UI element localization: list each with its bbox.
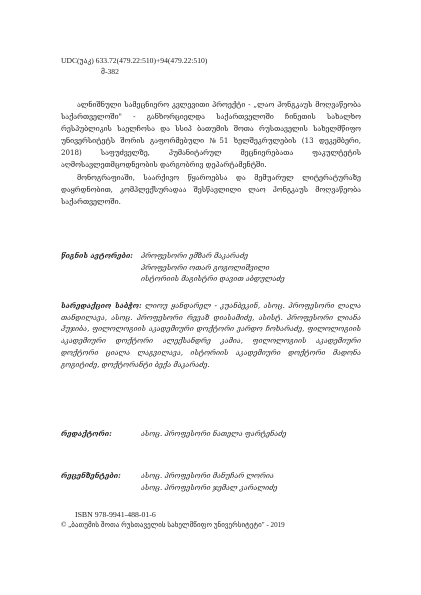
annotation [61, 99, 361, 208]
authors-list [141, 250, 285, 285]
authors-label: წიგნის ავტორები: [61, 251, 133, 260]
reviewer-name: ასოც. პროფესორი მანუჩარ ლორია [141, 471, 274, 480]
reviewer-name: ასოც. პროფესორი ჯემალ კარალიძე [141, 482, 278, 492]
reviewers-block [61, 470, 278, 492]
editor-block [61, 428, 287, 440]
reviewers-label: რეცენზენტები: [61, 471, 121, 480]
udc-code: UDC(უაკ) 633.72(479.22:510)+94(479.22:510) [61, 56, 208, 65]
udc-block [61, 55, 207, 77]
editorial-board-members: ლიოუ ყანდარელ - კუანბეკინ, ასოც. პროფესორი ლალა თანდილავა, ასოც. პროფესორი რევაზ დიასამიძე, ასისტ. პროფესორი ლიანა ჰუჯიბა, ფილოლოგიის აკადემიური დოქტორი ვარდო ჩოხარაძე, ფილოლოგიის აკადემიური დოქტორი ალექსანდრე კამია, ფილოლოგიის აკადემიური დოქტორი ციალა ლაგვილავა, ისტორიის აკადემიური დოქტორი მადონა გოგიტიძე, დოქტორანტი ბექა მაკარაძე. [61, 301, 361, 369]
author-name: პროფესორი ემზარ მაკარაძე [141, 251, 249, 260]
author-mark: მ-382 [101, 67, 119, 76]
authors-block [61, 250, 285, 284]
isbn: ISBN 978-9941-488-01-6 [75, 510, 156, 519]
editorial-board-label: სარედაქციო საბჭო: [61, 301, 142, 310]
author-name: პროფესორი ოთარ გოგოლიშვილი [141, 262, 270, 272]
annotation-paragraph-2: მონოგრაფიაში, საარქივო წყაროებსა და მემუარულ ლიტერატურაზე დაყრდნობით, კომპლექსურადაა შესწავლილი ლაო ჰონგკაუს მოღვაწეობა საქართველოში. [61, 172, 361, 206]
editor-name: ასოც. პროფესორი ნათელა ფარტენაძე [141, 429, 287, 438]
editor-label: რედაქტორი: [61, 429, 112, 438]
editor-list [141, 428, 286, 440]
author-name: ისტორიის მაგისტრი დავით აბდულაძე [141, 274, 285, 284]
editorial-board [61, 300, 361, 370]
copyright: © „ბათუმის შოთა რუსთაველის სახელმწიფო უნივერსიტეტი" - 2019 [61, 521, 285, 529]
reviewers-list [141, 470, 277, 493]
annotation-paragraph-1: ალნიშნული სამეცნიერო კვლევითი პროექტი - „ლაო ჰონგკაუს მოღვაწეობა საქართველოში" - განხორციელდა საქართველოში ჩინეთის სახალხო რესპუბლიკის საელჩოსა და სსიპ ბათუმის შოთა რუსთაველის სახელმწიფო უნივერსიტეტს შორის გაფორმებული №51 ხელშეკრულების (13 დეკემბერი, 2018) საფუძველზე, ჰუმანიტარულ მეცნიერებათა ფაკულტეტის აღმოსავლეთმცოდნეობის დარგობრივ დეპარტამენტში. [61, 100, 361, 170]
